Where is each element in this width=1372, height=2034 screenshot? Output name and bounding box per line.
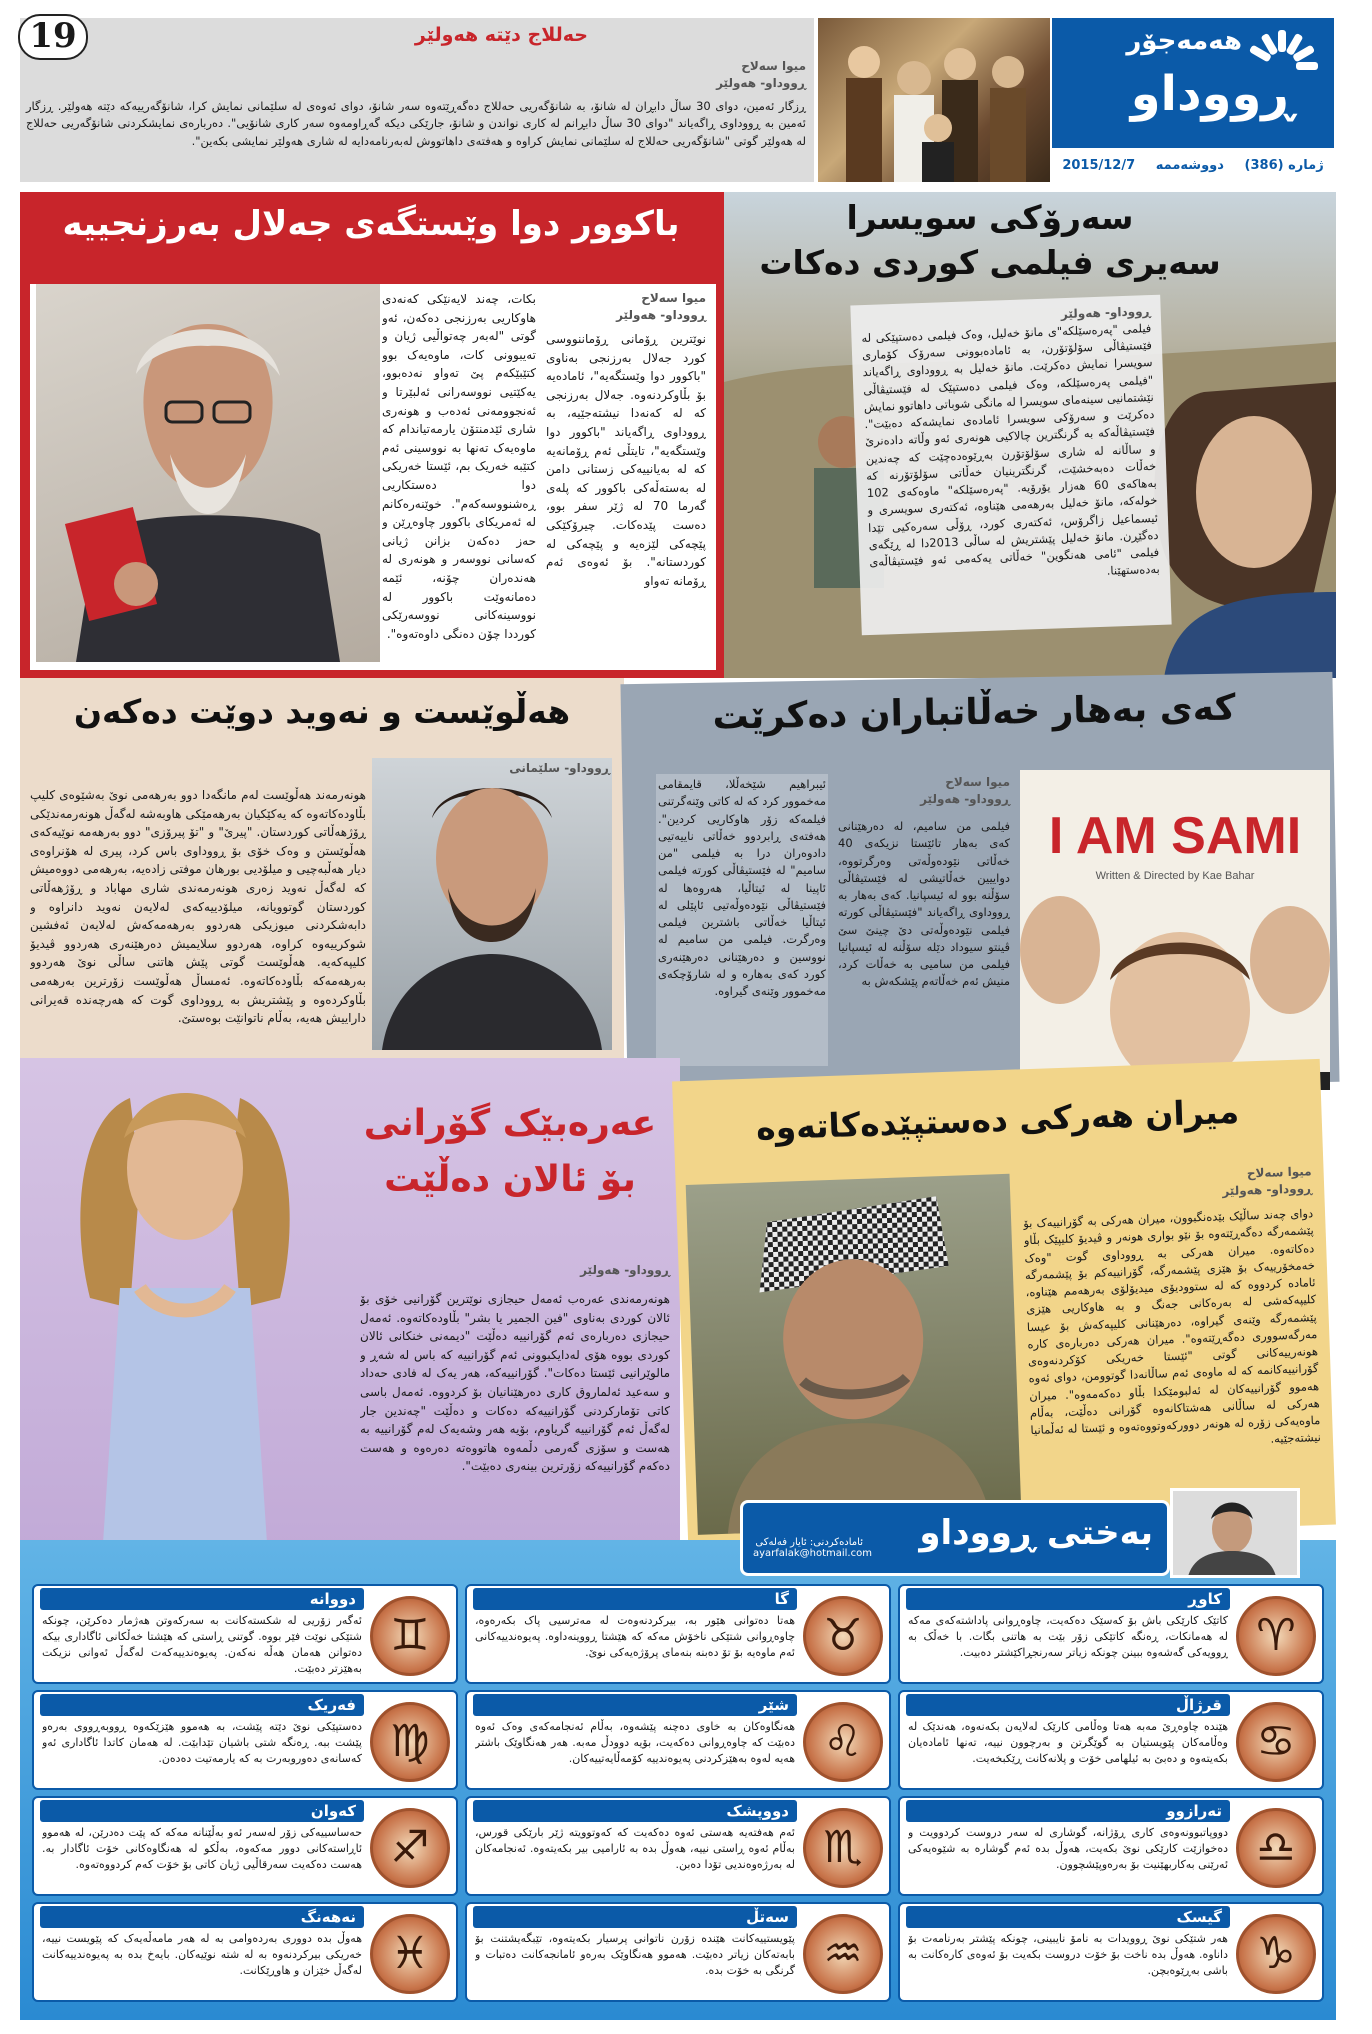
issue-bar — [1052, 148, 1334, 182]
zodiac-sign-name: کەوان — [40, 1800, 364, 1822]
top-news-body: ڕزگار ئەمین، دوای 30 ساڵ دابڕان لە شانۆ، بە شانۆگەریی حەللاج دەگەڕێتەوە سەر شانۆ، دوای ئەوەی لە سلێمانی نمایش کرا، شانۆگەرییەکە دێتە هەولێر. ڕزگار ئەمین بە ڕووداوی ڕاگەیاند "دوای 30 ساڵ دابڕانم لە کاری نواندن و شانۆ، جارێکی دیکە گەڕاومەوە سەر کاری شانۆیی". دەربارەی نمایشکردنی شانۆگەریی حەللاج لە هەولێر گوتی "شانۆگەریی حەللاج لە سلێمانی نمایش کراوە و هەفتەی داهاتووش لەبەرنامەدایە لە شاری هەولێر نمایشی بکەین". — [26, 99, 807, 148]
article-bakur-title: باکوور دوا وێستگەی جەلال بەرزنجییە — [62, 204, 680, 244]
zodiac-sign-text: ئەگەر زۆریی لە شکستەکانت بە سەرکەوتن هەژمار دەکرێن، چونکە شتێکی نوێت فێر بووە. گوتنی ڕاستی کە هێشتا خەڵکانی ئاگاداری بیکە دەتوانن هەمان هەڵە نەکەن. پەیوەندییەکەت لەگەڵ ئەوانی نزیکت بەهێزتر دەبێت. — [42, 1614, 362, 1675]
zodiac-sign-icon: ♒ — [803, 1914, 883, 1994]
zodiac-sign-name: فەریک — [40, 1694, 364, 1716]
brand-logo-text: ڕووداو — [1130, 66, 1294, 122]
portrait-jalal-barzanji — [36, 284, 380, 662]
article-halwest-photo — [372, 758, 612, 1050]
zodiac-sign-name: تەرازوو — [906, 1800, 1230, 1822]
zodiac-sign-name: گیسک — [906, 1906, 1230, 1928]
zodiac-sign-text: حەساسییەکی زۆر لەسەر ئەو بەڵێنانە مەکە کە پێت دەدرێن، لە هەموو ئاڕاستەکانی دوور مەکەوە، بەڵکو لە هەنگاوەکانی خۆت ئاگادار بە. هەست دەکەیت سەرقاڵیی ژیان کاتی بۆ خۆت کەم کردووەتەوە. — [42, 1826, 362, 1871]
article-miran-byline: میوا سەلاح ڕووداو- هەولێر — [1222, 1164, 1313, 1199]
zodiac-sign-icon: ♓ — [370, 1914, 450, 1994]
zodiac-card — [465, 1690, 891, 1790]
article-halwest-body: هونەرمەند هەڵوێست لەم مانگەدا دوو بەرهەمی نوێ بەشێوەی کلیپ بڵاودەکاتەوە کە یەکێکیان بەرهەمێکی هاوبەشە لەگەڵ هونەرمەندێکی ڕۆژهەڵاتی کوردستان. "پیرێ" و "تۆ پیرۆزی" دوو بەرهەمە نوێیەکەی هەڵوێستن و وەک خۆی بۆ ڕووداوی باس کرد، پیری لە هۆنراوەی دیار هەڵبەچیی و میلۆدیی بورهان موفتی زادەیە، بەرهەمی دووەمیش کە لەگەڵ نەوید زەری هونەرمەندی شاری مهاباد و ڕۆژهەڵاتی کوردستان گوتوویانە، میلۆدییەکەی لەلایەن نەوید دانراوە و دابەشکردنی میوزیکی هەردوو بەرهەمەکەش لەلایەن ئەفشین شوکرییەوە کراوە، هەردوو سلایمیش دەرهێنەری هەردوو ڤیدیۆ کلیپەکەیە. هەڵوێست گوتی پێش هاتنی ساڵی نوێ هەردوو بەرهەمەکە بڵاودەکاتەوە. ئەمساڵ هەڵوێست زۆرترین بەرهەمی بڵاوکردەوە و پێشتریش بە ڕووداوی گوت کە هەرچەندە قەیرانی داراییش هەیە، بەڵام ناتوانێت بوەستێ. — [30, 788, 366, 1026]
article-bakur-photo — [36, 284, 380, 662]
article-bakur-box — [20, 192, 724, 678]
page-number: 19 — [18, 14, 88, 60]
zodiac-sign-text: ئەم هەفتەیە هەستی ئەوە دەکەیت کە کەوتوویتە ژێر بارێکی قورس، بەڵام ئەوە ڕاستی نییە، هەوڵ بدە بە ئارامیی بیر بکەیتەوە. ئەنجامەکان لە بەرژەوەندیی تۆدا دەبن. — [475, 1826, 795, 1871]
article-bakur-body-col1: نوێترین ڕۆمانی ڕۆماننووسی کورد جەلال بەرزنجی بەناوی "باکوور دوا وێستگەیە"، ئامادەیە بۆ بڵاوکردنەوە. جەلال بەرزنجی کە لە کەنەدا نیشتەجێیە، بە ڕووداوی ڕاگەیاند "باکوور دوا وێستگەیە"، تایتڵی ئەم ڕۆمانەیە کە لە بەیانییەکی زستانی دامن لە بەستەڵەکی باکوور کە پلەی گەرما 70 لە ژێر سفر بوو، دەست پێدەکات. چیرۆکێکی پێچەکی لێزەیە و پێچەکی لە کوردستانە". بۆ ئەوەی ئەم ڕۆمانە تەواو — [546, 332, 706, 588]
zodiac-sign-name: نەهەنگ — [40, 1906, 364, 1928]
zodiac-sign-text: هەتا دەتوانی هێور بە، بیرکردنەوەت لە مەترسیی پاک بکەرەوە، چاوەڕوانی شتێکی ناخۆش مەکە کە هێشتا ڕووینەداوە. پەیوەندییەکانی ئەم ماوەیە بۆ تۆ دەبنە بنەمای پرۆژەیەکی نوێ. — [475, 1614, 795, 1659]
zodiac-sign-text: دەستپێکی نوێ دێتە پێشت، بە هەموو هێزێکەوە ڕووبەڕووی بەرەو پێشت ببە. ڕەنگە شتی باشیان تێدابێت. لە هەمان کاتدا ئاگاداری ئەو کەسانەی دەوروبەرت بە کە یارمەتیت دەدەن. — [42, 1720, 362, 1765]
article-bakur-byline: میوا سەلاح ڕووداو- هەولێر — [616, 291, 706, 322]
zodiac-sign-icon: ♑ — [1236, 1914, 1316, 1994]
article-swiss-location: ڕووداو- هەولێر — [1060, 304, 1151, 322]
top-news-byline: میوا سەلاح ڕووداو- هەولێر — [716, 59, 806, 90]
article-sami-textarea — [650, 770, 1014, 1070]
portrait-halwest — [372, 758, 612, 1050]
article-halwest-location: ڕووداو- سلێمانی — [509, 761, 610, 775]
zodiac-sign-text: دووپاتبوونەوەی کاری ڕۆژانە، گوشاری لە سەر دروست کردوویت و دەخوازێت کارێکی نوێ بکەیت، هەوڵ بدە ئەم گوشارە بە شێوەیەکی ئەرێنی بەکاربهێنیت بۆ بەرەوپێشچوون. — [908, 1826, 1228, 1871]
zodiac-card — [32, 1690, 458, 1790]
zodiac-sign-icon: ♍ — [370, 1702, 450, 1782]
zodiac-card — [898, 1690, 1324, 1790]
zodiac-grid — [32, 1584, 1324, 2014]
zodiac-sign-icon: ♌ — [803, 1702, 883, 1782]
article-swiss-body: فیلمی "پەرەسێلکە"ی مانۆ خەلیل، وەک فیلمی دەستپێکی لە فێستیڤاڵی سۆلۆتۆرن، بە ئامادەبوونی سەرۆک کۆماری سویسرا نمایش دەکرێت. مانۆ خەلیل بە ڕووداوی ڕاگەیاند "فیلمی پەرەسێلکە، وەک فیلمی دەستپێک لە فێستیڤاڵی نێشتمانیی سینەمای سویسرا لە مانگی شوباتی داهاتوو نمایش دەکرێت و سەرۆکی سویسرا ئامادەی نمایشەکە دەبێت". فێستیڤاڵەکە بە گرنگترین چالاکیی هونەری ئەو وڵاتە دادەنرێ و ساڵانە لە شاری سۆلۆتۆرن بەڕێوەدەچێت کە چەندین خەڵات دەبەخشێت، گرنگترینیان خەڵاتی سۆلۆتۆرنە کە بەهاکەی 60 هەزار یۆرۆیە. "پەرەسێلکە" ماوەکەی 102 خولەکە، مانۆ خەلیل بەرهەمی هێناوە، ئەکتەری سویسری و ئیسماعیل زاگرۆس، ئەکتەری کورد، ڕۆڵی سەرەکیی تێدا دەگێڕن. مانۆ خەلیل پێشتریش لە ساڵی 2013دا لە ڕێگەی فیلمی "ئامی هەنگوین" خەڵاتی یەکەمی ئەو فێستیڤاڵەی بەدەستهێنا. — [861, 320, 1160, 579]
zodiac-sign-text: پێویستییەکانت هێندە زۆرن ناتوانی پرسیار بکەیتەوە، تێبگەیشتنت بۆ بابەتەکان زیاتر دەبێت. هەموو هەنگاوێک بەرەو ئامانجەکانت دەتبات و گرنگی بە خۆت بدە. — [475, 1932, 795, 1977]
issue-date: 2015/12/7 — [1062, 157, 1136, 173]
horoscope-author-photo — [1170, 1488, 1300, 1578]
zodiac-sign-name: قرژاڵ — [906, 1694, 1230, 1716]
zodiac-sign-icon: ♋ — [1236, 1702, 1316, 1782]
masthead-brand — [1052, 18, 1334, 182]
portrait-amal-hijazi — [20, 1058, 350, 1588]
article-miran-box — [672, 1059, 1336, 1547]
zodiac-sign-icon: ♉ — [803, 1596, 883, 1676]
horoscope-credit: ئامادەکردنی: ئایار فەلەکی ayarfalak@hotmail.com — [753, 1537, 872, 1559]
zodiac-card — [898, 1902, 1324, 2002]
issue-number: ژمارە (386) — [1244, 157, 1324, 173]
zodiac-sign-icon: ♊ — [370, 1596, 450, 1676]
article-swiss-textcard — [850, 295, 1171, 636]
section-name: هەمەجۆر — [1126, 26, 1242, 56]
article-swiss-title: سەرۆکی سویسرا سەیری فیلمی کوردی دەکات — [759, 198, 1221, 282]
zodiac-sign-icon: ♈ — [1236, 1596, 1316, 1676]
zodiac-card — [898, 1584, 1324, 1684]
zodiac-card — [32, 1902, 458, 2002]
header-news-strip — [20, 18, 814, 182]
zodiac-sign-icon: ♏ — [803, 1808, 883, 1888]
zodiac-sign-name: دووانە — [40, 1588, 364, 1610]
poster-credit: Written & Directed by Kae Bahar — [1095, 870, 1255, 882]
poster-title: I AM SAMI — [1048, 807, 1302, 865]
horoscope-title-bar — [740, 1500, 1170, 1576]
horoscope-title: بەختی ڕووداو — [919, 1513, 1153, 1553]
zodiac-sign-icon: ♎ — [1236, 1808, 1316, 1888]
zodiac-card — [32, 1796, 458, 1896]
article-arab-body: هونەرمەندی عەرەب ئەمەل حیجازی نوێترین گۆرانیی خۆی بۆ ئالان کوردی بەناوی "فین الجمیر یا بشر" بڵاودەکاتەوە. ئەمەل حیجازی دەربارەی ئەم گۆرانییە دەڵێت "دیمەنی خنکانی ئالان کوردی بووە هۆی لەدایکبوونی ئەم گۆرانییە کە باس لە شەڕ و مالوێرانیی ئێستا دەکات". گۆرانییەکە، هەر یەک لە فادی حەداد و سەعید ئەلماروق کاری دەرهێنانیان بۆ کردووە. ئەمەل باسی کاتی تۆمارکردنی گۆرانییەکە دەکات و دەڵێت "چەندین جار لەگەڵ ئەم گۆرانییە گریاوم، بۆیە هەر وشەیەک لەم گۆرانییە بە هەست و سۆزی گەرمی دڵمەوە هاتووەتە دەرەوە و هەست دەکەم گۆرانییەکە زۆرترین بینەری دەبێت". — [360, 1292, 670, 1474]
article-arab-title: عەرەبێک گۆرانی بۆ ئالان دەڵێت — [363, 1103, 657, 1200]
portrait-miran-harki — [686, 1174, 1022, 1535]
zodiac-sign-text: هێندە چاوەڕێ مەبە هەتا وەڵامی کارێک لەلایەن بکەنەوە، هەندێک لە وەڵامەکان پێویستیان بە گوێگرتن و بەرچوون نییە، تەنها ئامادەیان بکەیتەوە و دەبێ بە ئیلهامی خۆت و پلانەکانت ڕێکبخەیت. — [908, 1720, 1228, 1765]
zodiac-sign-name: گا — [473, 1588, 797, 1610]
article-arab-box — [20, 1058, 680, 1588]
article-miran-photo — [686, 1174, 1022, 1535]
header-photo-theatre-cast — [818, 18, 1050, 182]
zodiac-card — [465, 1584, 891, 1684]
theatre-cast-figures — [818, 18, 1050, 182]
article-halwest-box — [20, 678, 624, 1058]
zodiac-sign-name: سەتڵ — [473, 1906, 797, 1928]
article-sami-body-col1: فیلمی من سامیم، لە دەرهێنانی کەی بەهار تائێستا نزیکەی 40 خەڵاتی نێودەوڵەتی وەرگرتووە، دواییین خەڵاتیشی لە فێستیڤاڵی سۆڵنە بوو لە ئیسپانیا. کەی بەهار بە ڕووداوی ڕاگەیاند "فێستیڤاڵی کورتە فیلمی نێودەوڵەتی دێ چینێ سێ ڤینتو سیوداد دێلە سۆڵنە لە ئیسپانیا فیلمی من سامیی بە خەڵات کرد، منیش ئەم خەڵاتەم پێشکەش بە — [838, 819, 1010, 989]
zodiac-card — [32, 1584, 458, 1684]
zodiac-card — [898, 1796, 1324, 1896]
article-miran-title: میران هەرکی دەستپێدەکاتەوە — [755, 1091, 1240, 1148]
article-arab-photo — [20, 1058, 350, 1588]
zodiac-sign-name: شێر — [473, 1694, 797, 1716]
zodiac-sign-icon: ♐ — [370, 1808, 450, 1888]
zodiac-sign-name: کاوڕ — [906, 1588, 1230, 1610]
article-halwest-title: هەڵوێست و نەوید دوێت دەکەن — [73, 692, 571, 731]
issue-day: دووشەممە — [1155, 157, 1224, 173]
zodiac-card — [465, 1902, 891, 2002]
zodiac-sign-text: هەر شتێکی نوێ ڕوویدات بە نامۆ نایبینی، چونکە پێشتر بەرنامەت بۆ داناوە. هەوڵ بدە ناخت بۆ خۆت دروست بکەیت بۆ ئەوەی کارەکانت بە باشی بەڕێوەبچن. — [908, 1932, 1228, 1977]
zodiac-sign-text: هەوڵ بدە دووری بەردەوامی بە لە هەر مامەڵەیەک کە پێویست نییە، خەریکی بیرکردنەوە بە لە شتە نوێیەکان. بایەخ بدە بە پەیوەندییەکانت لەگەڵ خێزان و هاوڕێکانت. — [42, 1932, 362, 1977]
article-arab-location: ڕووداو- هەولێر — [580, 1263, 670, 1277]
top-news-title: حەللاج دێتە هەولێر — [414, 24, 588, 46]
article-bakur-body-col2: بکات، چەند لایەنێکی کەنەدی هاوکاریی بەرزنجی دەکەن، ئەو گوتی "لەبەر چەتواڵیی ژیان و تەیبوونی کات، ماوەیەک بوو کتێبێکەم پێ تەواو نەدەبوو، یەکێتیی نووسەرانی ئەلبێرتا و ئەنجوومەنی ئەدەب و هونەری شاری ئێدمنتۆن یارمەتیاندام کە ماوەیەک تەنها بە نووسینی ئەم کتێبە خەریک بم، ئێستا خەریکی دوا دەستکاریی ڕەشنووسەکەم". خوێنەرەکانم لە ئەمریکای باکوور چاوەڕێن و حەز دەکەن بزانن ژیانی کەسانی نووسەر و هونەری لە هەندەران چۆنە، ئێمە دەمانەوێت باکوور لە نووسینەکانی نووسەرێکی کورددا چۆن دەنگی داوەتەوە". — [382, 292, 536, 641]
article-miran-body: دوای چەند ساڵێک بێدەنگبوون، میران هەرکی بە گۆرانییەک بۆ پێشمەرگە دەگەڕێتەوە بۆ نێو بواری هونەر و ڤیدیۆ کلیپێک بڵاو دەکاتەوە. میران هەرکی بە ڕووداوی گوت "وەک خەمخۆرییەک بۆ هێزی پێشمەرگە، گۆرانییەکم بۆ پێشمەرگە ئامادە کردووە کە لە ستوودیۆی میدیۆلۆی بەرهەمم هێناوە، کلیپەکەشی لە بەرەکانی جەنگ و بە هاوکاریی هێزی پێشمەرگە وێنەی گیراوە، دەرهێنانی کلیپەکەش بۆ عیسا مەرگەسووری دەگەڕێتەوە". میران هەرکی دەربارەی کارە هونەرییەکانی گوتی "ئێستا خەریکی کۆکردنەوەی گۆرانییەکانمە کە لە ماوەی ئەم ساڵانەدا گوتوومن، دوای ئەوە هەموو گۆرانییەکان لە ئەلبومێکدا بڵاو دەکەمەوە". میران هەرکی لە ساڵانی هەشتاکانەوە گۆرانی دەڵێت، بەڵام ماوەیەکی زۆرە لە هونەر دوورکەوتووەتەوە و ئێستا لە ئەڵمانیا نیشتەجێیە. — [1022, 1206, 1322, 1447]
article-sami-body-col2: ئیبراهیم شێخەڵلا، قایمقامی مەخموور کرد کە لە کاتی وێنەگرتنی فیلمەکە زۆر هاوکاریی کردین". هەفتەی ڕابردوو خەڵاتی ناییەتیی دادوەران درا بە فیلمی "من سامیم" لە فێستیڤاڵی کورتە فیلمی ئاپینا لە ئیتاڵیا، هەروەها لە فێستیڤاڵی نێودەوڵەتیی ئاپێلی لە ئیتاڵیا خەڵاتی باشترین فیلمی وەرگرت. فیلمی من سامیم لە نووسین و دەرهێنانی دەرهێنەری کورد کەی بەهارە و لە شارۆچکەی مەخموور وێنەی گیراوە. — [656, 774, 828, 1066]
article-sami-poster — [1020, 770, 1330, 1090]
article-sami-byline: میوا سەلاح ڕووداو- هەولێر — [920, 775, 1010, 806]
author-portrait — [1170, 1491, 1297, 1578]
horoscope-section — [20, 1513, 1336, 2020]
zodiac-sign-name: دووپشک — [473, 1800, 797, 1822]
zodiac-sign-text: کاتێک کارێکی باش بۆ کەسێک دەکەیت، چاوەڕوانی پاداشتەکەی مەکە لە هەمانکات، ڕەنگە کاتێکی زۆر بێت بە هاتنی بگات. با خەڵک بە ڕوویەکی گەشەوە ببینن چونکە زیاتر سەرنجڕاکێشتر دەبیت. — [908, 1614, 1228, 1659]
zodiac-sign-text: هەنگاوەکان بە خاوی دەچنە پێشەوە، بەڵام ئەنجامەکەی وەک ئەوە دەبێت کە چاوەڕوانی دەکەیت، بۆیە دوودڵ مەبە. هەر هەنگاوێک باشتر هەیە لەوە بەهێزکردنی پەیوەندییە کۆمەڵایەتییەکان. — [475, 1720, 795, 1765]
article-bakur-panel — [30, 284, 716, 670]
zodiac-card — [465, 1796, 891, 1896]
article-sami-title: کەی بەهار خەڵاتباران دەکرێت — [712, 687, 1236, 738]
